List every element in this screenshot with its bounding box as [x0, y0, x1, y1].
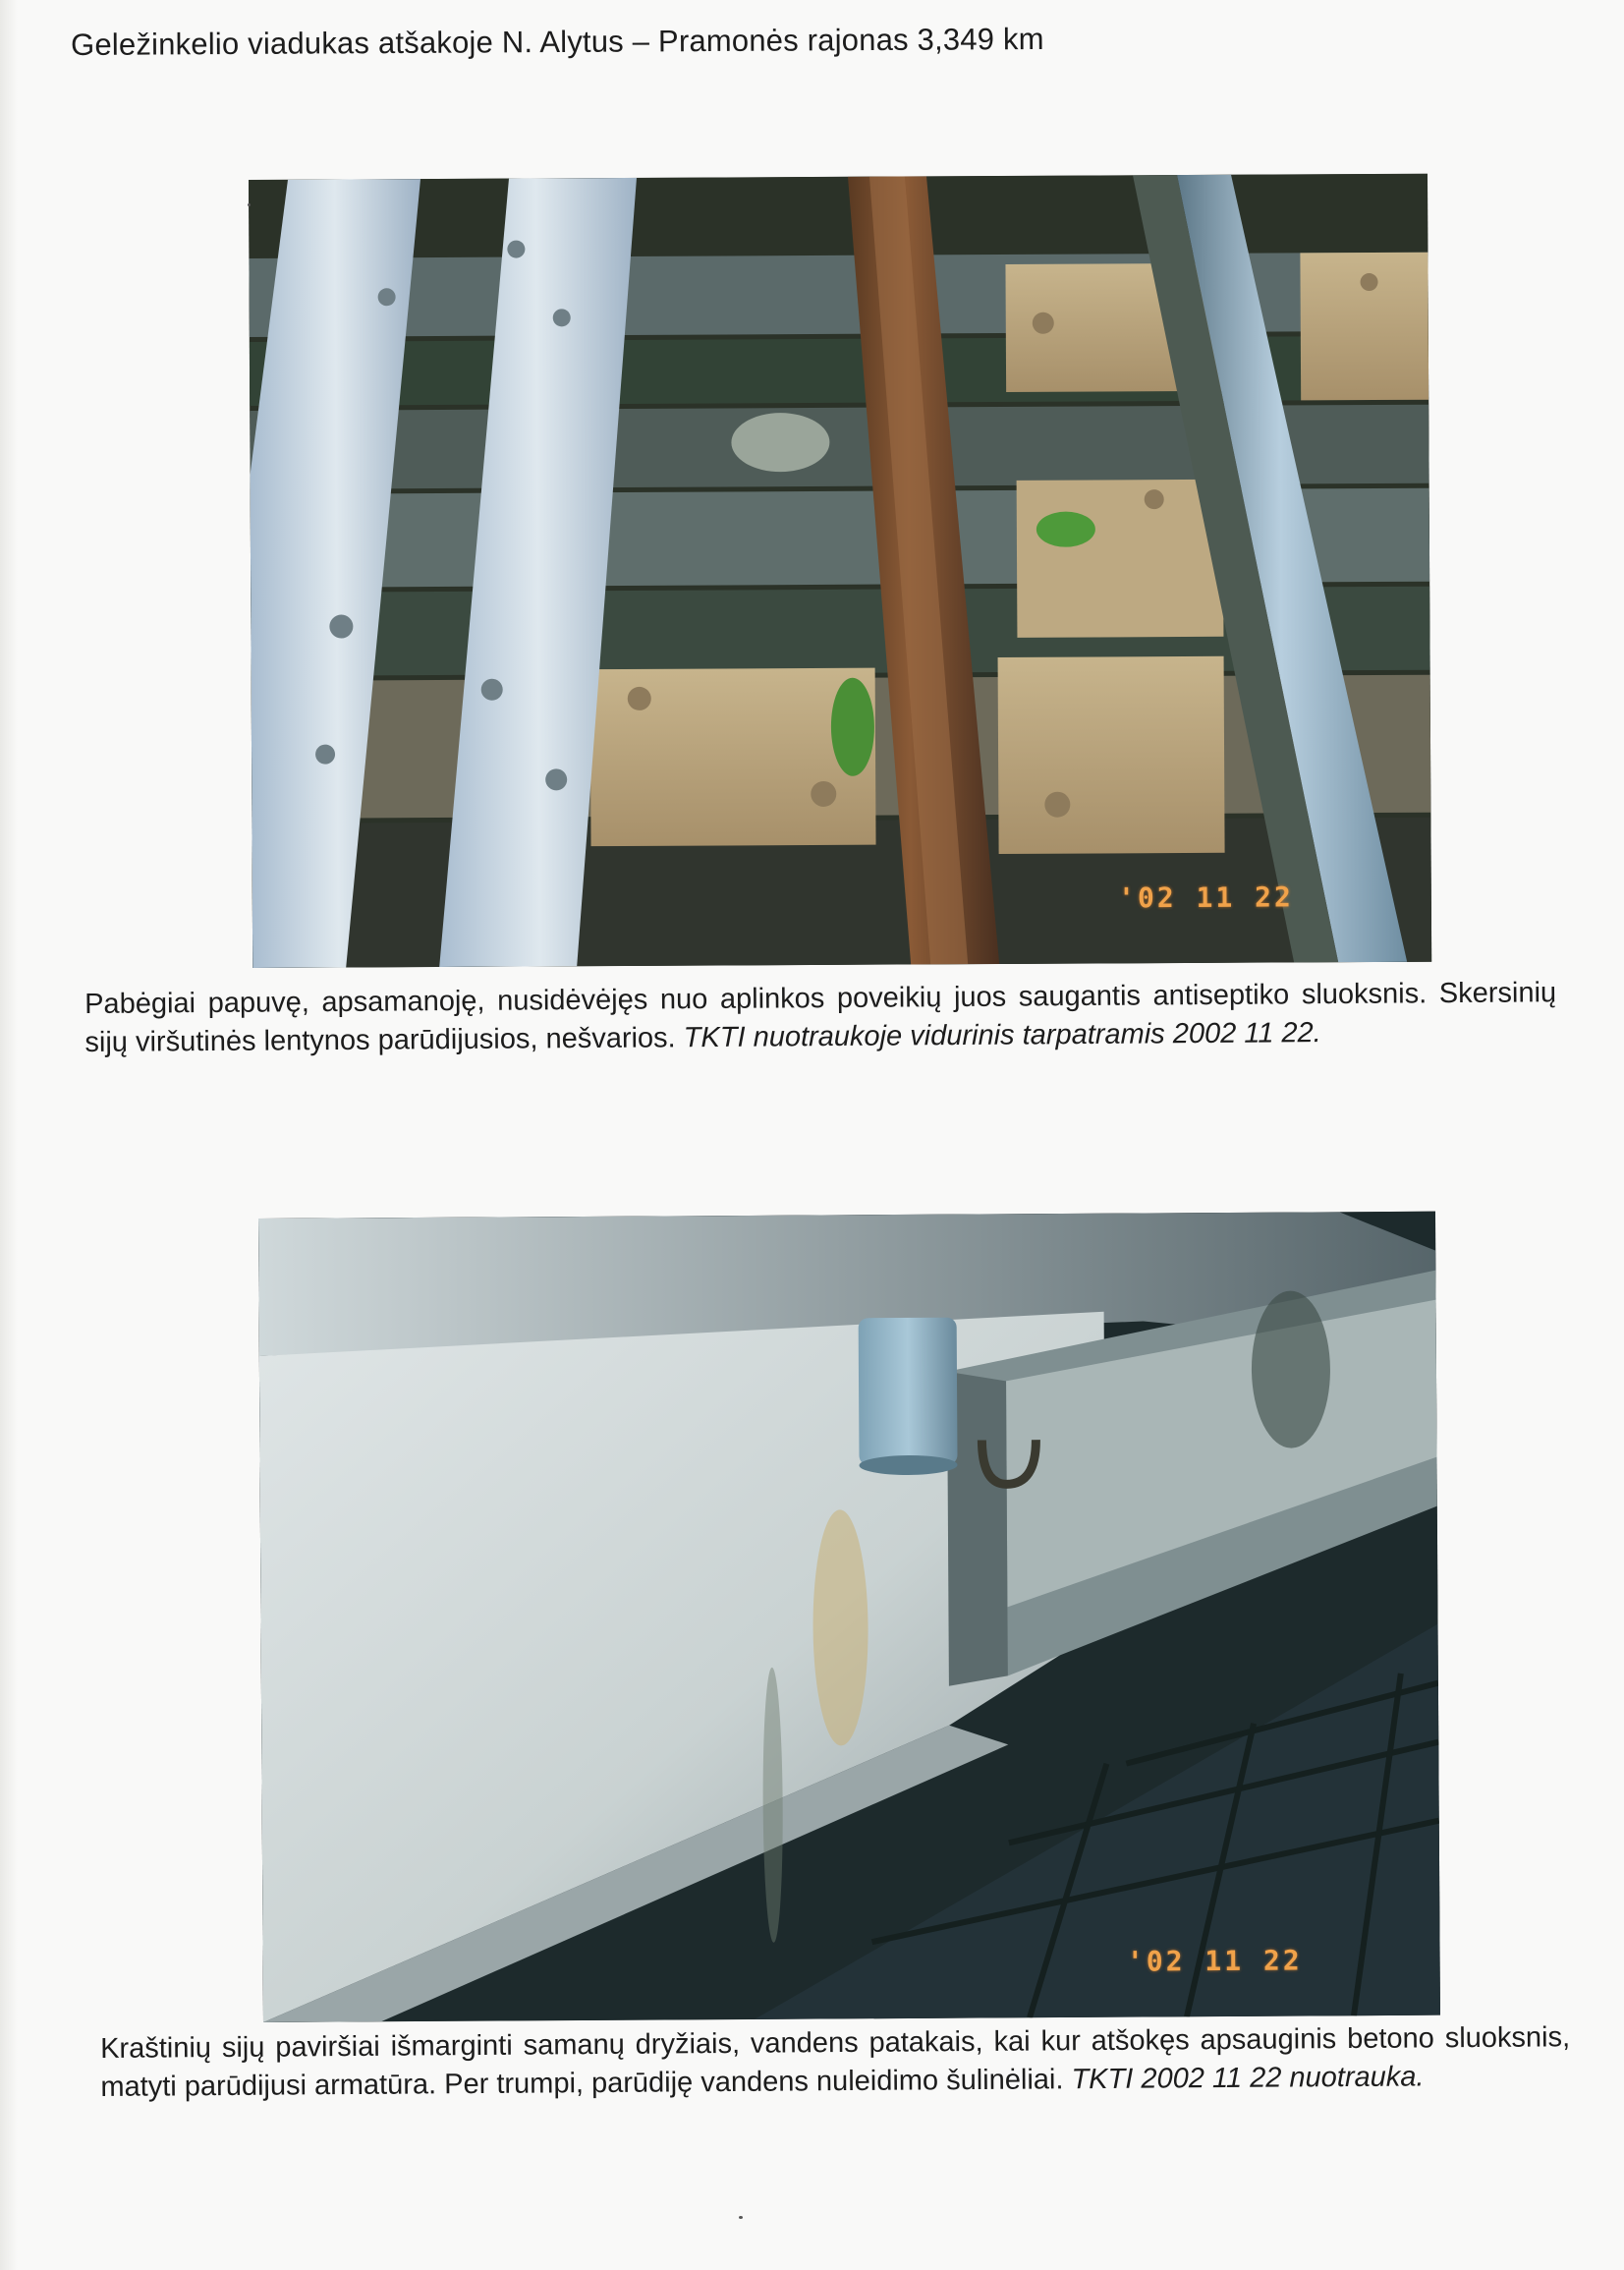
caption-text: Pabėgiai papuvę, apsamanoję, nusidėvėjęs nuo aplinkos poveikių juos saugantis antiseptiko sluoksnis. Skersinių sijų viršutinės lentynos parūdijusios, nešvarios.: [84, 977, 1557, 1058]
scan-edge: [0, 0, 18, 2270]
caption-credit: TKTI nuotraukoje vidurinis tarpatramis 2002 11 22.: [683, 1017, 1321, 1054]
photo-datestamp: '02 11 22: [1118, 880, 1294, 915]
photo-datestamp: '02 11 22: [1126, 1944, 1303, 1978]
photo-caption: [100, 2018, 1571, 2107]
scan-speck: [248, 203, 251, 206]
photo-beam-underside: [258, 1212, 1440, 2022]
photo-caption: [84, 974, 1557, 1062]
bridge-deck-image: [249, 174, 1431, 968]
page-title: Geležinkelio viadukas atšakoje N. Alytus – Pramonės rajonas 3,349 km: [71, 21, 1044, 62]
photo-bridge-deck: [249, 174, 1431, 968]
scan-speck: [739, 2216, 743, 2219]
caption-text: Kraštinių sijų paviršiai išmarginti samanų dryžiais, vandens patakais, kai kur atšokęs apsauginis betono sluoksnis, matyti parūdijusi armatūra. Per trumpi, parūdiję vandens nuleidimo šulinėliai.: [100, 2021, 1571, 2103]
beam-underside-image: [258, 1212, 1440, 2022]
caption-credit: TKTI 2002 11 22 nuotrauka.: [1071, 2061, 1425, 2096]
